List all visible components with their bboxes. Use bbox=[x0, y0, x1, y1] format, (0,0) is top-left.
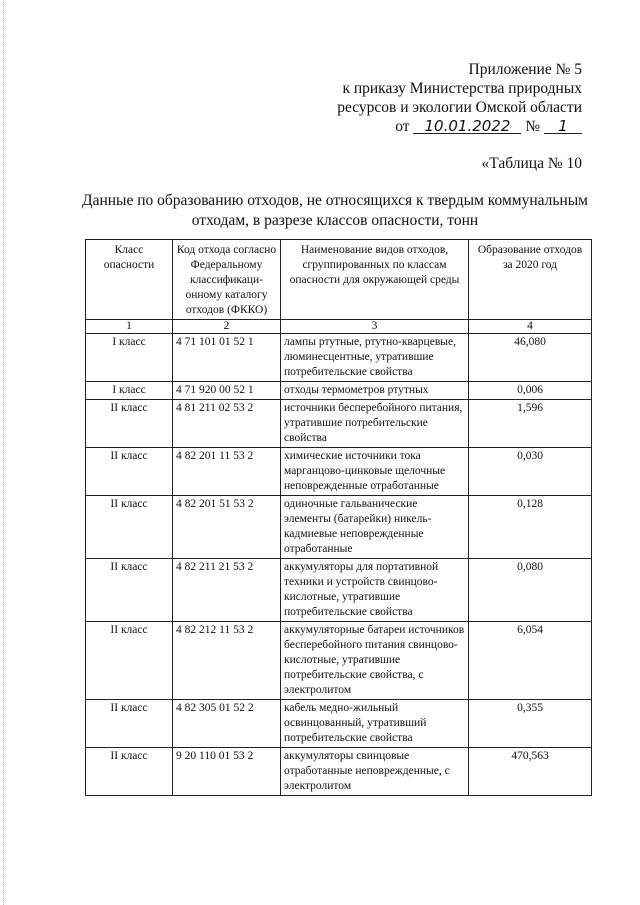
cell-class: I класс bbox=[86, 334, 173, 382]
cell-class: II класс bbox=[86, 559, 173, 622]
order-number-sign: № bbox=[525, 118, 541, 135]
cell-class: II класс bbox=[86, 448, 173, 496]
cell-amount: 1,596 bbox=[469, 400, 592, 448]
cell-amount: 0,006 bbox=[469, 382, 592, 400]
cell-name: химические источники тока марганцово-цинковые щелочные неповрежденные отработанные bbox=[281, 448, 469, 496]
column-number: 1 bbox=[86, 320, 173, 334]
appendix-title: Приложение № 5 bbox=[468, 61, 582, 78]
column-header-code: Код отхода согласно Федеральному классификаци-онному каталогу отходов (ФККО) bbox=[173, 240, 281, 320]
cell-code: 9 20 110 01 53 2 bbox=[173, 748, 281, 796]
cell-code: 4 82 211 21 53 2 bbox=[173, 559, 281, 622]
cell-name: аккумуляторы свинцовые отработанные неповрежденные, с электролитом bbox=[281, 748, 469, 796]
table-row bbox=[86, 622, 592, 700]
table-row bbox=[86, 559, 592, 622]
cell-amount: 6,054 bbox=[469, 622, 592, 700]
cell-amount: 0,030 bbox=[469, 448, 592, 496]
cell-code: 4 82 201 51 53 2 bbox=[173, 496, 281, 559]
table-row bbox=[86, 496, 592, 559]
column-number: 4 bbox=[469, 320, 592, 334]
cell-class: II класс bbox=[86, 748, 173, 796]
cell-name: аккумуляторы для портативной техники и устройств свинцово-кислотные, утратившие потребительские свойства bbox=[281, 559, 469, 622]
cell-amount: 0,128 bbox=[469, 496, 592, 559]
appendix-order-ref: к приказу Министерства природных bbox=[342, 80, 582, 97]
cell-code: 4 82 201 11 53 2 bbox=[173, 448, 281, 496]
cell-class: II класс bbox=[86, 496, 173, 559]
cell-name: лампы ртутные, ртутно-кварцевые, люминесцентные, утратившие потребительские свойства bbox=[281, 334, 469, 382]
cell-amount: 0,080 bbox=[469, 559, 592, 622]
cell-amount: 46,080 bbox=[469, 334, 592, 382]
cell-code: 4 71 920 00 52 1 bbox=[173, 382, 281, 400]
order-number: 1 bbox=[544, 119, 582, 134]
cell-code: 4 81 211 02 53 2 bbox=[173, 400, 281, 448]
cell-code: 4 82 212 11 53 2 bbox=[173, 622, 281, 700]
cell-code: 4 71 101 01 52 1 bbox=[173, 334, 281, 382]
cell-class: I класс bbox=[86, 382, 173, 400]
scan-edge-line bbox=[3, 0, 5, 905]
order-date: 10.01.2022 bbox=[413, 119, 521, 134]
appendix-ministry: ресурсов и экологии Омской области bbox=[337, 99, 582, 116]
cell-name: одиночные гальванические элементы (батарейки) никель-кадмиевые неповрежденные отработанные bbox=[281, 496, 469, 559]
cell-name: аккумуляторные батареи источников бесперебойного питания свинцово-кислотные, утратившие потребительские свойства, с электролитом bbox=[281, 622, 469, 700]
table-row bbox=[86, 448, 592, 496]
table-row bbox=[86, 400, 592, 448]
column-header-name: Наименование видов отходов, сгруппированных по классам опасности для окружающей среды bbox=[281, 240, 469, 320]
page-title: Данные по образованию отходов, не относящихся к твердым коммунальным отходам, в разрезе классов опасности, тонн bbox=[82, 192, 588, 229]
waste-table bbox=[85, 239, 592, 796]
order-prefix: от bbox=[395, 118, 410, 135]
table-row bbox=[86, 334, 592, 382]
cell-class: II класс bbox=[86, 622, 173, 700]
column-number: 2 bbox=[173, 320, 281, 334]
cell-code: 4 82 305 01 52 2 bbox=[173, 700, 281, 748]
cell-class: II класс bbox=[86, 700, 173, 748]
table-row bbox=[86, 748, 592, 796]
column-header-amount: Образование отходов за 2020 год bbox=[469, 240, 592, 320]
cell-amount: 470,563 bbox=[469, 748, 592, 796]
table-row bbox=[86, 700, 592, 748]
appendix-block bbox=[337, 60, 582, 136]
order-date-line bbox=[337, 117, 582, 136]
table-label: «Таблица № 10 bbox=[481, 155, 582, 172]
column-number-row bbox=[86, 320, 592, 334]
column-header-class: Класс опасности bbox=[86, 240, 173, 320]
cell-name: отходы термометров ртутных bbox=[281, 382, 469, 400]
cell-name: источники бесперебойного питания, утратившие потребительские свойства bbox=[281, 400, 469, 448]
column-number: 3 bbox=[281, 320, 469, 334]
cell-name: кабель медно-жильный освинцованный, утративший потребительские свойства bbox=[281, 700, 469, 748]
table-row bbox=[86, 382, 592, 400]
cell-amount: 0,355 bbox=[469, 700, 592, 748]
cell-class: II класс bbox=[86, 400, 173, 448]
table-header-row bbox=[86, 240, 592, 320]
